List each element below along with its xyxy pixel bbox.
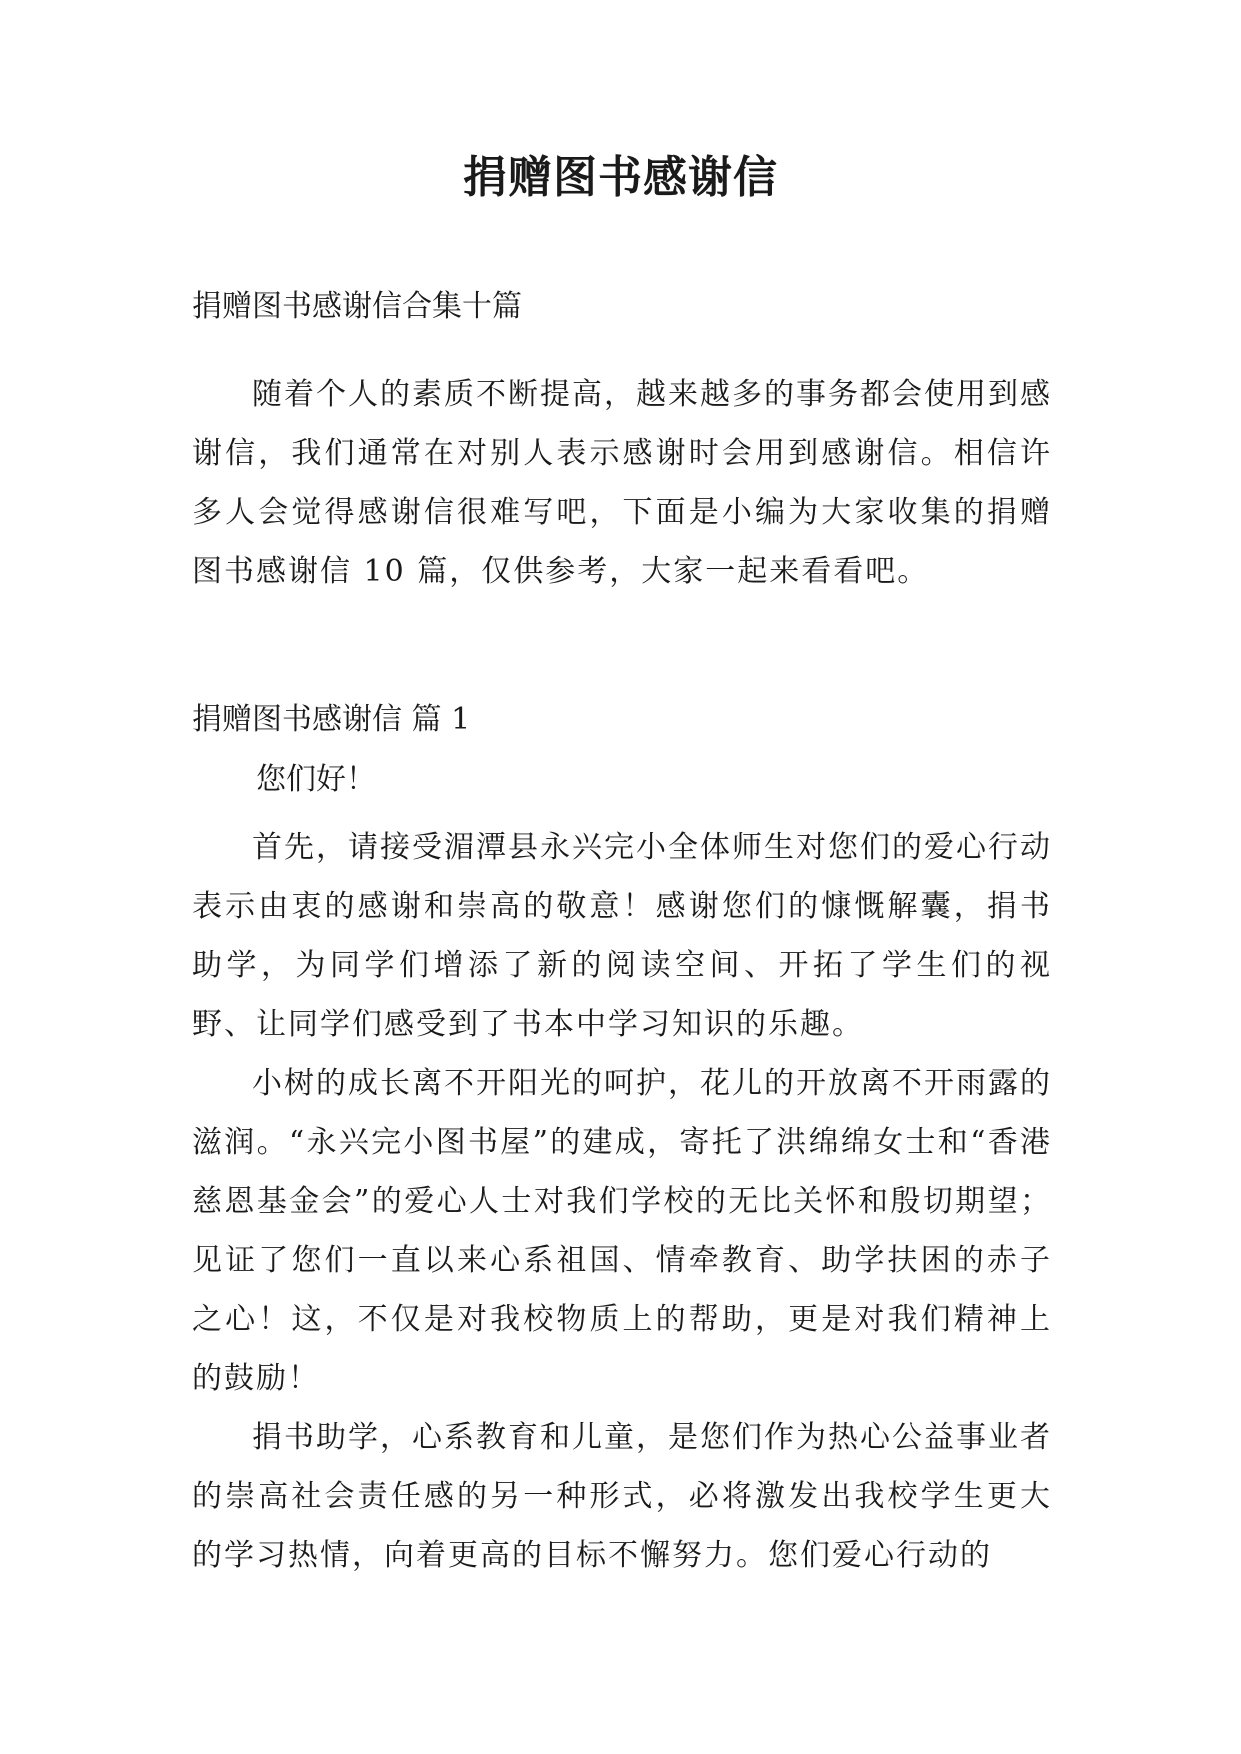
body-paragraph-1: 首先，请接受湄潭县永兴完小全体师生对您们的爱心行动表示由衷的感谢和崇高的敬意！感谢您们的慷慨解囊，捐书助学，为同学们增添了新的阅读空间、开拓了学生们的视野、让同学们感受到了书本中学习知识的乐趣。 [192, 830, 1052, 1042]
greeting-line: 您们好！ [256, 762, 376, 797]
intro-paragraph: 随着个人的素质不断提高，越来越多的事务都会使用到感谢信，我们通常在对别人表示感谢时会用到感谢信。相信许多人会觉得感谢信很难写吧，下面是小编为大家收集的捐赠图书感谢信 10 篇，仅供参考，大家一起来看看吧。 [192, 377, 1052, 589]
document-title: 捐赠图书感谢信 [463, 152, 778, 203]
body-paragraph-3: 捐书助学，心系教育和儿童，是您们作为热心公益事业者的崇高社会责任感的另一种形式，必将激发出我校学生更大的学习热情，向着更高的目标不懈努力。您们爱心行动的 [192, 1420, 1052, 1573]
letter-body [192, 818, 1052, 1585]
intro-block [192, 365, 1052, 601]
body-paragraph-2: 小树的成长离不开阳光的呵护，花儿的开放离不开雨露的滋润。“永兴完小图书屋”的建成，寄托了洪绵绵女士和“香港慈恩基金会”的爱心人士对我们学校的无比关怀和殷切期望；见证了您们一直以来心系祖国、情牵教育、助学扶困的赤子之心！这，不仅是对我校物质上的帮助，更是对我们精神上的鼓励！ [192, 1066, 1052, 1396]
section-heading: 捐赠图书感谢信 篇 1 [192, 702, 471, 737]
document-subtitle: 捐赠图书感谢信合集十篇 [192, 289, 522, 324]
